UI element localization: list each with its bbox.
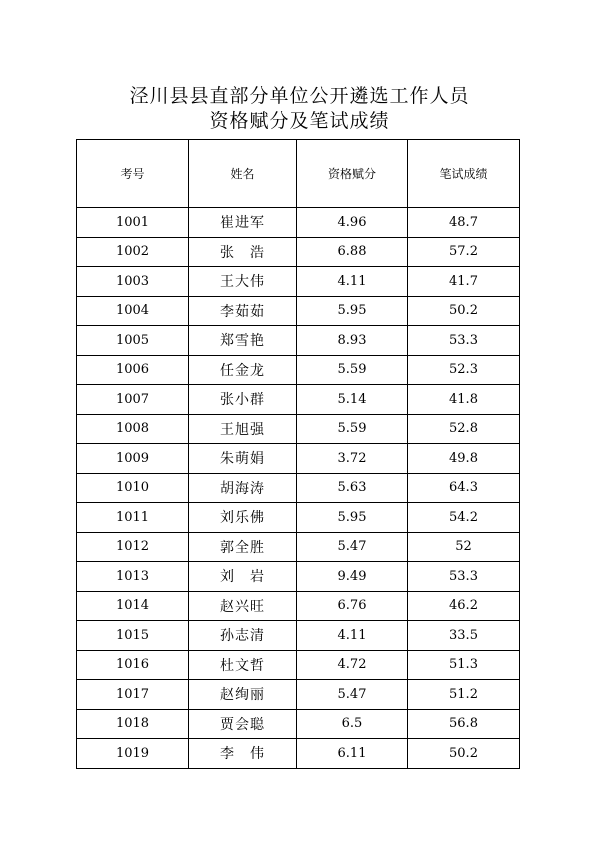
written-score-cell: 41.7 <box>408 267 520 297</box>
exam-number-cell: 1002 <box>77 237 189 267</box>
written-score-cell: 54.2 <box>408 503 520 533</box>
written-score-cell: 53.3 <box>408 562 520 592</box>
table-row <box>77 680 520 710</box>
written-score-cell: 52.8 <box>408 414 520 444</box>
written-score-cell: 49.8 <box>408 444 520 474</box>
name-cell: 赵绚丽 <box>189 680 297 710</box>
name-cell: 杜文哲 <box>189 650 297 680</box>
name-cell: 任金龙 <box>189 355 297 385</box>
written-score-cell: 48.7 <box>408 208 520 238</box>
written-score-cell: 56.8 <box>408 709 520 739</box>
qualification-score-cell: 9.49 <box>297 562 408 592</box>
qualification-score-cell: 5.14 <box>297 385 408 415</box>
written-score-cell: 52 <box>408 532 520 562</box>
name-cell: 刘乐佛 <box>189 503 297 533</box>
exam-number-cell: 1011 <box>77 503 189 533</box>
table-row <box>77 444 520 474</box>
table-row <box>77 473 520 503</box>
qualification-score-cell: 6.5 <box>297 709 408 739</box>
table-row <box>77 591 520 621</box>
name-cell: 刘 岩 <box>189 562 297 592</box>
name-cell: 郭全胜 <box>189 532 297 562</box>
table-row <box>77 385 520 415</box>
exam-number-cell: 1015 <box>77 621 189 651</box>
written-score-cell: 51.2 <box>408 680 520 710</box>
qualification-score-cell: 3.72 <box>297 444 408 474</box>
table-row <box>77 355 520 385</box>
written-score-cell: 64.3 <box>408 473 520 503</box>
table-row <box>77 414 520 444</box>
table-row <box>77 621 520 651</box>
name-cell: 贾会聪 <box>189 709 297 739</box>
exam-number-cell: 1017 <box>77 680 189 710</box>
table-row <box>77 503 520 533</box>
header-qualification-score: 资格赋分 <box>297 140 408 208</box>
header-exam-number: 考号 <box>77 140 189 208</box>
written-score-cell: 50.2 <box>408 296 520 326</box>
qualification-score-cell: 5.95 <box>297 503 408 533</box>
table-row <box>77 237 520 267</box>
exam-number-cell: 1019 <box>77 739 189 769</box>
written-score-cell: 57.2 <box>408 237 520 267</box>
exam-number-cell: 1001 <box>77 208 189 238</box>
written-score-cell: 52.3 <box>408 355 520 385</box>
table-row <box>77 296 520 326</box>
name-cell: 王大伟 <box>189 267 297 297</box>
table-row <box>77 562 520 592</box>
written-score-cell: 50.2 <box>408 739 520 769</box>
exam-number-cell: 1012 <box>77 532 189 562</box>
name-cell: 李茹茹 <box>189 296 297 326</box>
exam-number-cell: 1008 <box>77 414 189 444</box>
exam-number-cell: 1014 <box>77 591 189 621</box>
exam-number-cell: 1006 <box>77 355 189 385</box>
exam-number-cell: 1009 <box>77 444 189 474</box>
table-row <box>77 650 520 680</box>
exam-number-cell: 1010 <box>77 473 189 503</box>
name-cell: 孙志清 <box>189 621 297 651</box>
qualification-score-cell: 5.47 <box>297 680 408 710</box>
written-score-cell: 33.5 <box>408 621 520 651</box>
qualification-score-cell: 4.11 <box>297 267 408 297</box>
exam-number-cell: 1004 <box>77 296 189 326</box>
header-written-score: 笔试成绩 <box>408 140 520 208</box>
table-row <box>77 709 520 739</box>
qualification-score-cell: 5.47 <box>297 532 408 562</box>
qualification-score-cell: 5.63 <box>297 473 408 503</box>
written-score-cell: 53.3 <box>408 326 520 356</box>
name-cell: 张 浩 <box>189 237 297 267</box>
exam-number-cell: 1005 <box>77 326 189 356</box>
table-row <box>77 326 520 356</box>
exam-number-cell: 1003 <box>77 267 189 297</box>
document-title-line-2: 资格赋分及笔试成绩 <box>209 110 390 132</box>
name-cell: 胡海涛 <box>189 473 297 503</box>
document-title-line-1: 泾川县县直部分单位公开遴选工作人员 <box>129 85 470 107</box>
written-score-cell: 41.8 <box>408 385 520 415</box>
written-score-cell: 46.2 <box>408 591 520 621</box>
written-score-cell: 51.3 <box>408 650 520 680</box>
qualification-score-cell: 6.76 <box>297 591 408 621</box>
exam-number-cell: 1007 <box>77 385 189 415</box>
qualification-score-cell: 4.96 <box>297 208 408 238</box>
name-cell: 崔进军 <box>189 208 297 238</box>
exam-number-cell: 1016 <box>77 650 189 680</box>
qualification-score-cell: 5.95 <box>297 296 408 326</box>
qualification-score-cell: 6.88 <box>297 237 408 267</box>
qualification-score-cell: 5.59 <box>297 414 408 444</box>
name-cell: 朱萌娟 <box>189 444 297 474</box>
name-cell: 张小群 <box>189 385 297 415</box>
qualification-score-cell: 5.59 <box>297 355 408 385</box>
qualification-score-cell: 6.11 <box>297 739 408 769</box>
qualification-score-cell: 4.11 <box>297 621 408 651</box>
table-header-row <box>77 140 520 208</box>
table-row <box>77 739 520 769</box>
name-cell: 王旭强 <box>189 414 297 444</box>
name-cell: 李 伟 <box>189 739 297 769</box>
scores-table <box>76 139 520 769</box>
table-row <box>77 267 520 297</box>
qualification-score-cell: 4.72 <box>297 650 408 680</box>
name-cell: 赵兴旺 <box>189 591 297 621</box>
name-cell: 郑雪艳 <box>189 326 297 356</box>
header-name: 姓名 <box>189 140 297 208</box>
exam-number-cell: 1018 <box>77 709 189 739</box>
table-row <box>77 532 520 562</box>
exam-number-cell: 1013 <box>77 562 189 592</box>
qualification-score-cell: 8.93 <box>297 326 408 356</box>
table-row <box>77 208 520 238</box>
